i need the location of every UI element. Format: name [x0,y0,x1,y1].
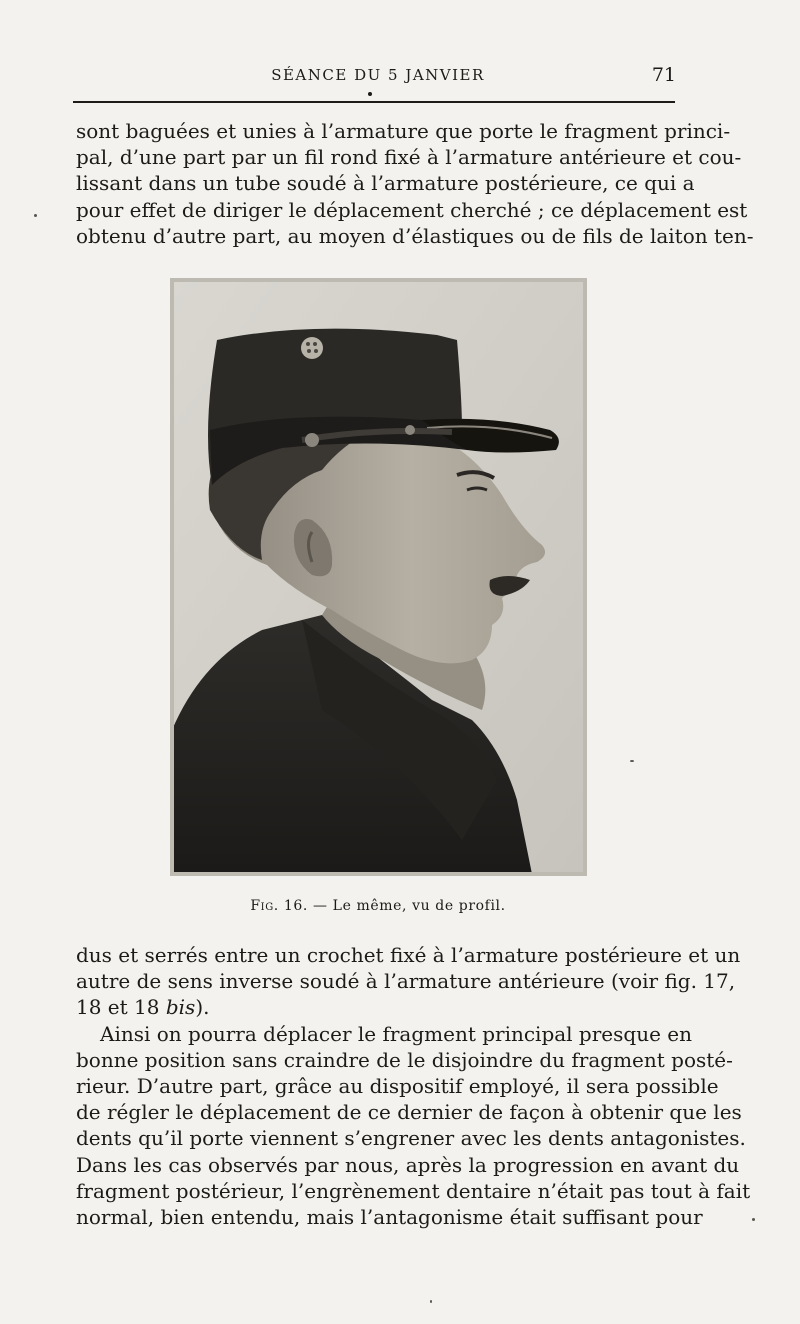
text-line: pal, d’une part par un fil rond fixé à l’armature antérieure et cou- [76,145,742,170]
text-line: fragment postérieur, l’engrènement dentaire n’était pas tout à fait [76,1178,751,1203]
text-line: 18 et 18 bis). [76,995,210,1020]
text-line: autre de sens inverse soudé à l’armature antérieure (voir fig. 17, [76,969,736,994]
text-line: rieur. D’autre part, grâce au dispositif employé, il sera possible [76,1073,719,1098]
paragraph-bottom [76,942,751,1230]
text-line: pour effet de diriger le déplacement cherché ; ce déplacement est [76,197,748,222]
figure-caption [76,898,680,914]
text-line: sont baguées et unies à l’armature que porte le fragment princi- [76,119,731,143]
paper-speck [630,760,634,762]
text-line: de régler le déplacement de ce dernier de façon à obtenir que les [76,1100,742,1125]
paper-speck [430,1300,432,1303]
portrait-illustration [172,280,585,874]
header-dot [368,92,372,96]
paper-speck [752,1218,755,1221]
header-rule [73,101,675,103]
page-number: 71 [651,64,676,86]
text-line: normal, bien entendu, mais l’antagonisme était suffisant pour [76,1204,703,1229]
figure-caption-text: — Le même, vu de profil. [313,898,506,914]
text-line: Dans les cas observés par nous, après la progression en avant du [76,1152,740,1177]
text-line: dents qu’il porte viennent s’engrener avec les dents antagonistes. [76,1126,746,1151]
profile-photograph [172,280,585,874]
text-line: dus et serrés entre un crochet fixé à l’armature postérieure et un [76,943,741,967]
paper-speck [34,214,37,217]
running-title: SÉANCE DU 5 JANVIER [271,66,485,84]
figure-label: Fig. 16. [250,898,308,914]
running-head [76,64,680,88]
text-line: bonne position sans craindre de le disjoindre du fragment posté- [76,1047,733,1072]
text-line: obtenu d’autre part, au moyen d’élastiques ou de fils de laiton ten- [76,223,754,248]
text-line: lissant dans un tube soudé à l’armature postérieure, ce qui a [76,171,695,196]
text-line: Ainsi on pourra déplacer le fragment principal presque en [100,1021,692,1046]
italic-word: bis [165,995,196,1020]
paragraph-top [76,118,754,249]
